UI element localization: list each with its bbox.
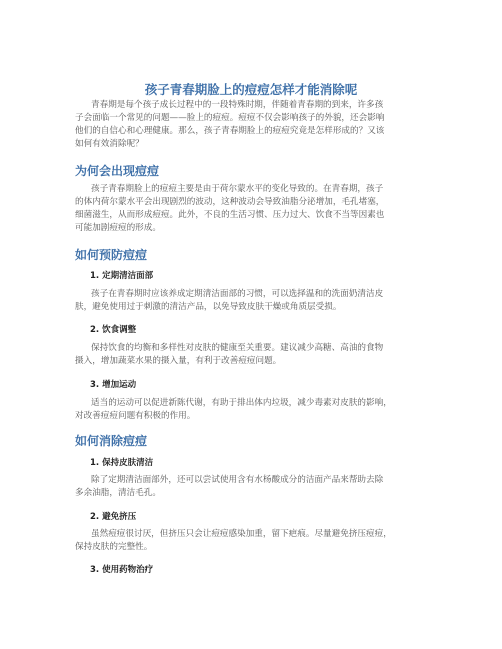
causes-line: 细菌滋生，从而形成痘痘。此外，不良的生活习惯、压力过大、饮食不当等因素也 <box>75 210 385 220</box>
removal-item-paragraph <box>75 528 392 554</box>
intro-line: 青春期是每个孩子成长过程中的一段特殊时期，伴随着青春期的到来，许多孩 <box>91 100 384 110</box>
causes-line: 孩子青春期脸上的痘痘主要是由于荷尔蒙水平的变化导致的。在青春期，孩子 <box>91 184 384 194</box>
section-heading-causes: 为何会出现痘痘 <box>75 164 160 178</box>
section-heading-prevention: 如何预防痘痘 <box>75 248 148 262</box>
intro-line: 他们的自信心和心理健康。那么，孩子青春期脸上的痘痘究竟是怎样形成的？又该 <box>75 126 385 136</box>
prevention-item-title: 1. 定期清洁面部 <box>90 271 154 281</box>
prevention-line: 保持饮食的均衡和多样性对皮肤的健康至关重要。建议减少高糖、高油的食物 <box>91 343 384 353</box>
removal-item-title: 1. 保持皮肤清洁 <box>90 458 154 468</box>
causes-line: 的体内荷尔蒙水平会出现剧烈的波动，这种波动会导致油脂分泌增加，毛孔堵塞， <box>75 197 385 207</box>
prevention-line: 对改善痘痘问题有积极的作用。 <box>75 411 196 421</box>
prevention-line: 孩子在青春期时应该养成定期清洁面部的习惯，可以选择温和的洗面奶清洁皮 <box>91 289 384 299</box>
prevention-item-paragraph <box>75 397 392 423</box>
prevention-line: 肤，避免使用过于刺激的清洁产品，以免导致皮肤干燥或角质层受损。 <box>75 302 342 312</box>
intro-line: 子会面临一个常见的问题——脸上的痘痘。痘痘不仅会影响孩子的外貌，还会影响 <box>75 113 385 123</box>
prevention-line: 摄入，增加蔬菜水果的摄入量，有利于改善痘痘问题。 <box>75 356 282 366</box>
causes-line: 可能加剧痘痘的形成。 <box>75 223 161 233</box>
causes-paragraph <box>75 183 384 235</box>
section-heading-removal: 如何消除痘痘 <box>75 434 148 448</box>
document-title: 孩子青春期脸上的痘痘怎样才能消除呢 <box>144 82 358 97</box>
removal-item-title: 3. 使用药物治疗 <box>90 565 154 575</box>
removal-line: 保持皮肤的完整性。 <box>75 542 153 552</box>
removal-line: 虽然痘痘很讨厌，但挤压只会让痘痘感染加重，留下疤痕。尽量避免挤压痘痘， <box>91 529 392 539</box>
intro-line: 如何有效消除呢？ <box>75 139 144 149</box>
removal-line: 多余油脂，清洁毛孔。 <box>75 488 161 498</box>
prevention-line: 适当的运动可以促进新陈代谢，有助于排出体内垃圾，减少毒素对皮肤的影响， <box>91 398 392 408</box>
removal-line: 除了定期清洁面部外，还可以尝试使用含有水杨酸成分的洁面产品来帮助去除 <box>91 475 384 485</box>
removal-item-paragraph <box>75 474 383 500</box>
prevention-item-title: 2. 饮食调整 <box>90 325 137 335</box>
prevention-item-paragraph <box>75 342 383 368</box>
intro-paragraph <box>75 99 384 151</box>
prevention-item-title: 3. 增加运动 <box>90 380 137 390</box>
removal-item-title: 2. 避免挤压 <box>90 512 137 522</box>
prevention-item-paragraph <box>75 288 383 314</box>
